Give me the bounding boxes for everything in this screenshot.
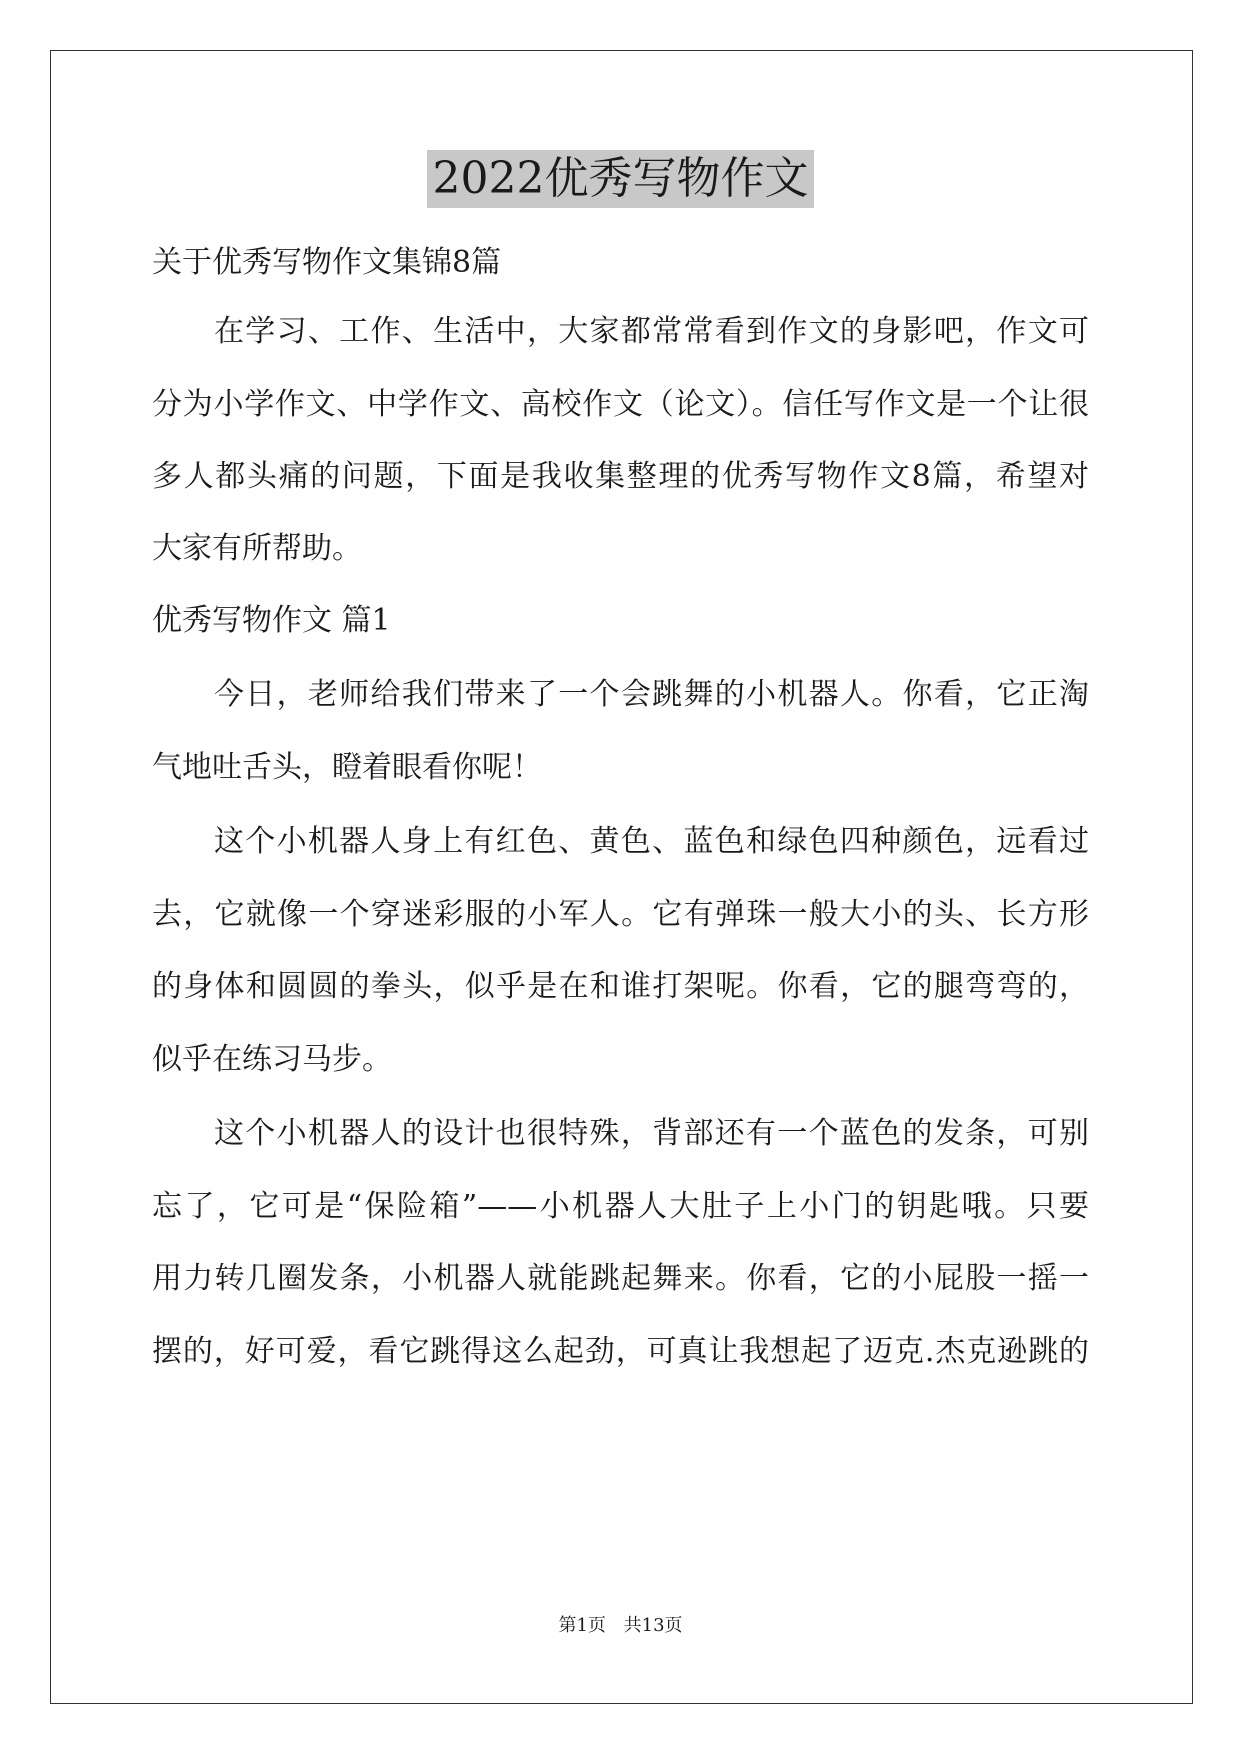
section-heading: 优秀写物作文 篇1 — [152, 603, 391, 638]
paragraph-line: 多人都头痛的问题，下面是我收集整理的优秀写物作文8篇，希望对 — [152, 459, 1089, 494]
paragraph-line: 忘了，它可是“保险箱”——小机器人大肚子上小门的钥匙哦。只要 — [152, 1189, 1089, 1224]
paragraph-line: 的身体和圆圆的拳头，似乎是在和谁打架呢。你看，它的腿弯弯的， — [152, 969, 1089, 1004]
paragraph-line: 分为小学作文、中学作文、高校作文（论文）。信任写作文是一个让很 — [152, 387, 1089, 422]
page-footer — [0, 1614, 1241, 1638]
paragraph-line: 摆的，好可爱，看它跳得这么起劲，可真让我想起了迈克.杰克逊跳的 — [152, 1334, 1089, 1369]
paragraph-line: 在学习、工作、生活中，大家都常常看到作文的身影吧，作文可 — [214, 314, 1089, 349]
paragraph-line: 气地吐舌头，瞪着眼看你呢！ — [152, 750, 542, 785]
paragraph-line: 用力转几圈发条，小机器人就能跳起舞来。你看，它的小屁股一摇一 — [152, 1261, 1089, 1296]
paragraph-line: 大家有所帮助。 — [152, 531, 362, 566]
paragraph-line: 这个小机器人身上有红色、黄色、蓝色和绿色四种颜色，远看过 — [214, 824, 1089, 859]
page-total: 共13页 — [623, 1615, 683, 1636]
paragraph-line: 似乎在练习马步。 — [152, 1042, 392, 1077]
page-border — [50, 50, 1193, 1704]
paragraph-line: 去，它就像一个穿迷彩服的小军人。它有弹珠一般大小的头、长方形 — [152, 897, 1089, 932]
document-title: 2022优秀写物作文 — [427, 150, 815, 208]
subtitle-line: 关于优秀写物作文集锦8篇 — [152, 245, 502, 280]
title-container — [0, 150, 1241, 208]
paragraph-line: 这个小机器人的设计也很特殊，背部还有一个蓝色的发条，可别 — [214, 1116, 1089, 1151]
paragraph-line: 今日，老师给我们带来了一个会跳舞的小机器人。你看，它正淘 — [214, 677, 1089, 712]
page-number: 第1页 — [558, 1615, 606, 1636]
